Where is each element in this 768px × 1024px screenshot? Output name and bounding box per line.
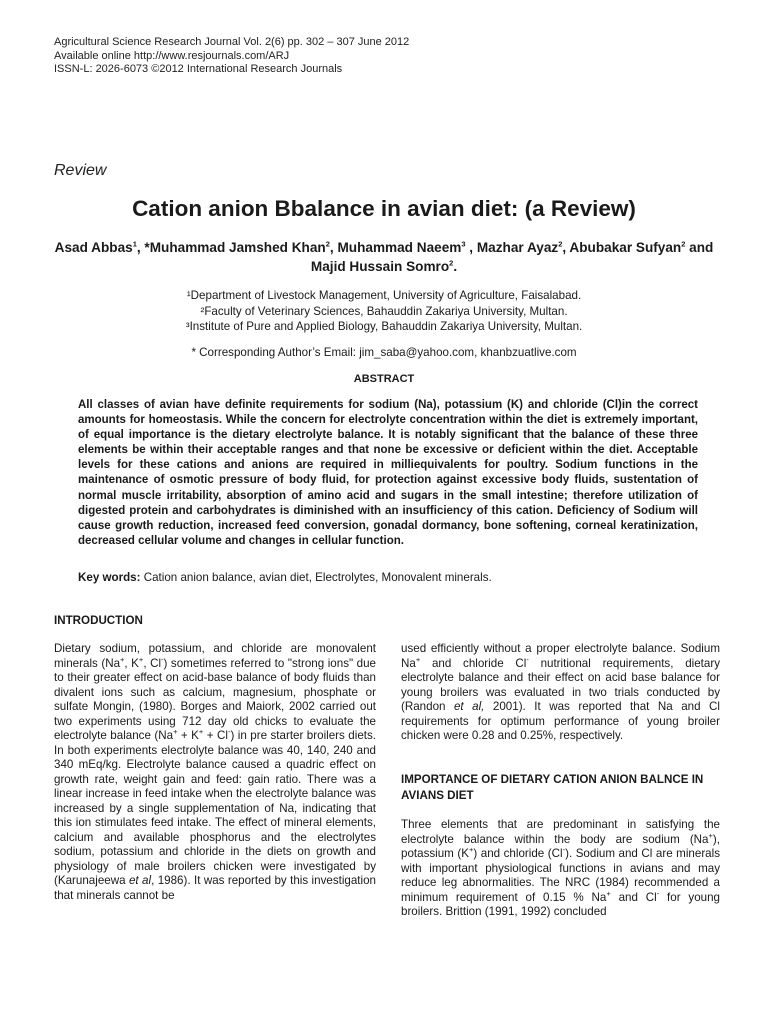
charge-mark: + [173,727,178,737]
introduction-right-column [401,642,720,744]
charge-mark: + [120,654,125,664]
author-affil-mark: 2 [449,258,454,268]
body-text: nutritional requirements, dietary electrolyte balance and their effect on acid base balance for young broilers was evaluated in two trials conducted by (Randon [401,656,720,713]
author-affil-mark: 2 [558,239,563,249]
keywords-text: Cation anion balance, avian diet, Electrolytes, Monovalent minerals. [140,571,492,584]
journal-online-link: Available online http://www.resjournals.com/ARJ [54,49,290,62]
body-text: Dietary sodium, potassium, and chloride are monovalent minerals (Na [54,642,376,670]
author-affil-mark: 1 [132,239,137,249]
author-name: , Abubakar Sufyan [562,240,682,255]
introduction-left-column [54,642,376,903]
section-heading: IMPORTANCE OF DIETARY CATION ANION BALNCE IN AVIANS DIET [401,773,704,802]
charge-mark: + [708,830,713,840]
journal-header [54,36,409,77]
charge-mark: + [468,845,474,855]
corresponding-author: * Corresponding Author’s Email: jim_saba@yahoo.com, khanbzuatlive.com [191,346,577,359]
charge-mark: + [606,888,611,898]
body-text: ). Sodium and Cl are minerals with important physiological functions in avians and may reduce leg abnormalities. The NRC (1984) recommended a minimum requirement of 0.15 % Na [401,847,720,904]
body-text: 2001). It was reported that Na and Cl requirements for optimum performance of young broiler chicken were 0.28 and 0.25%, respectively. [401,700,720,742]
abstract-text: All classes of avian have definite requirements for sodium (Na), potassium (K) and chloride (Cl)in the correct amounts for homeostasis. While the concern for electrolyte concentration within the diet is extremely important, of equal importance is the dietary electrolyte balance. It is notably significant that the balance of these three elements be within their acceptable ranges and that none be excessive or deficient within the diet. Acceptable levels for these cations and anions are required in milliequivalents for poultry. Sodium functions in the maintenance of osmotic pressure of body fluid, for protection against excessive body fluids, sustentation of normal muscle irritability, absorption of amino acid and sugars in the small intestine; therefore utilization of digested protein and carbohydrates is diminished with an insufficiency of this cation. Deficiency of Sodium will cause growth reduction, increased feed conversion, gonadal dormancy, bone softening, corneal keratinization, decreased cellular volume and changes in cellular function. [78,399,698,547]
body-text: , 1986). It was reported by this investigation that minerals cannot be [54,874,376,902]
journal-citation: Agricultural Science Research Journal Vol. 2(6) pp. 302 – 307 June 2012 [54,36,410,48]
charge-mark: - [526,654,529,664]
affiliation-line: ¹Department of Livestock Management, University of Agriculture, Faisalabad. [186,289,582,302]
body-text: ) and chloride (Cl [473,847,563,860]
author-name: and Majid Hussain Somro [310,240,714,274]
body-text: for young broilers. Brittion (1991, 1992) concluded [401,890,721,918]
journal-issn: ISSN-L: 2026-6073 ©2012 International Research Journals [54,63,343,75]
italic-citation: et al, [453,700,485,713]
author-list [54,238,714,276]
body-text: , Cl [143,656,162,670]
charge-mark: - [161,654,164,664]
author-affil-mark: 2 [325,239,330,249]
author-name: Asad Abbas [54,240,133,255]
body-text: and chloride Cl [420,656,527,670]
author-affil-mark: 2 [681,239,686,249]
charge-mark: - [656,888,660,898]
body-text: and Cl [610,890,657,904]
body-text: ) in pre starter broilers diets. In both experiments electrolyte balance was 40, 140, 240 and 340 mEq/kg. Electrolyte balance caused a quadric effect on growth rate, weight gain and feed: gain ratio. There was a linear increase in feed intake when the electrolyte balance was increased by a single supplementation of Na, indicating that this ion stimulates feed intake. The effect of mineral elements, calcium and available phosphorus and the electrolytes sodium, potassium and chloride in the diets on growth and physiology of male broilers chicken were investigated by (Karunajeewa [54,729,377,887]
keywords [78,571,698,584]
author-affil-mark: 3 [461,239,466,249]
charge-mark: + [138,654,144,664]
affiliation-line: ²Faculty of Veterinary Sciences, Bahauddin Zakariya University, Multan. [200,304,568,318]
body-text: + K [177,729,199,742]
author-name: , Muhammad Naeem [329,240,462,255]
author-name: , Mazhar Ayaz [465,240,559,255]
body-text: used efficiently without a proper electrolyte balance. Sodium Na [401,642,720,670]
italic-citation: et al [128,874,152,887]
body-text: , K [124,656,139,670]
section-body-right-column [401,818,720,920]
charge-mark: + [198,727,204,737]
author-list-end: . [453,259,458,274]
abstract-heading: ABSTRACT [353,373,415,385]
charge-mark: - [562,845,566,855]
body-text: ), potassium (K [401,832,720,860]
author-name: , *Muhammad Jamshed Khan [136,240,326,255]
charge-mark: + [415,654,421,664]
body-text: + Cl [203,729,228,742]
body-text: Three elements that are predominant in satisfying the electrolyte balance within the body are sodium (Na [401,818,720,846]
introduction-heading: INTRODUCTION [54,614,143,627]
paper-title: Cation anion Bbalance in avian diet: (a Review) [132,196,636,221]
body-text: ) sometimes referred to "strong ions" due to their greater effect on acid-base balance of body fluids than divalent ions such as calcium, magnesium, phosphate or sulfate Mongin, (1980). Borges and Maiork, 2002 carried out two experiments using 712 day old chicks to evaluate the electrolyte balance (Na [54,656,376,742]
keywords-label: Key words: [78,571,141,584]
affiliation-line: ³Institute of Pure and Applied Biology, Bahauddin Zakariya University, Multan. [185,320,583,333]
section-label: Review [54,162,107,179]
affiliations [0,288,768,335]
charge-mark: - [227,727,231,737]
